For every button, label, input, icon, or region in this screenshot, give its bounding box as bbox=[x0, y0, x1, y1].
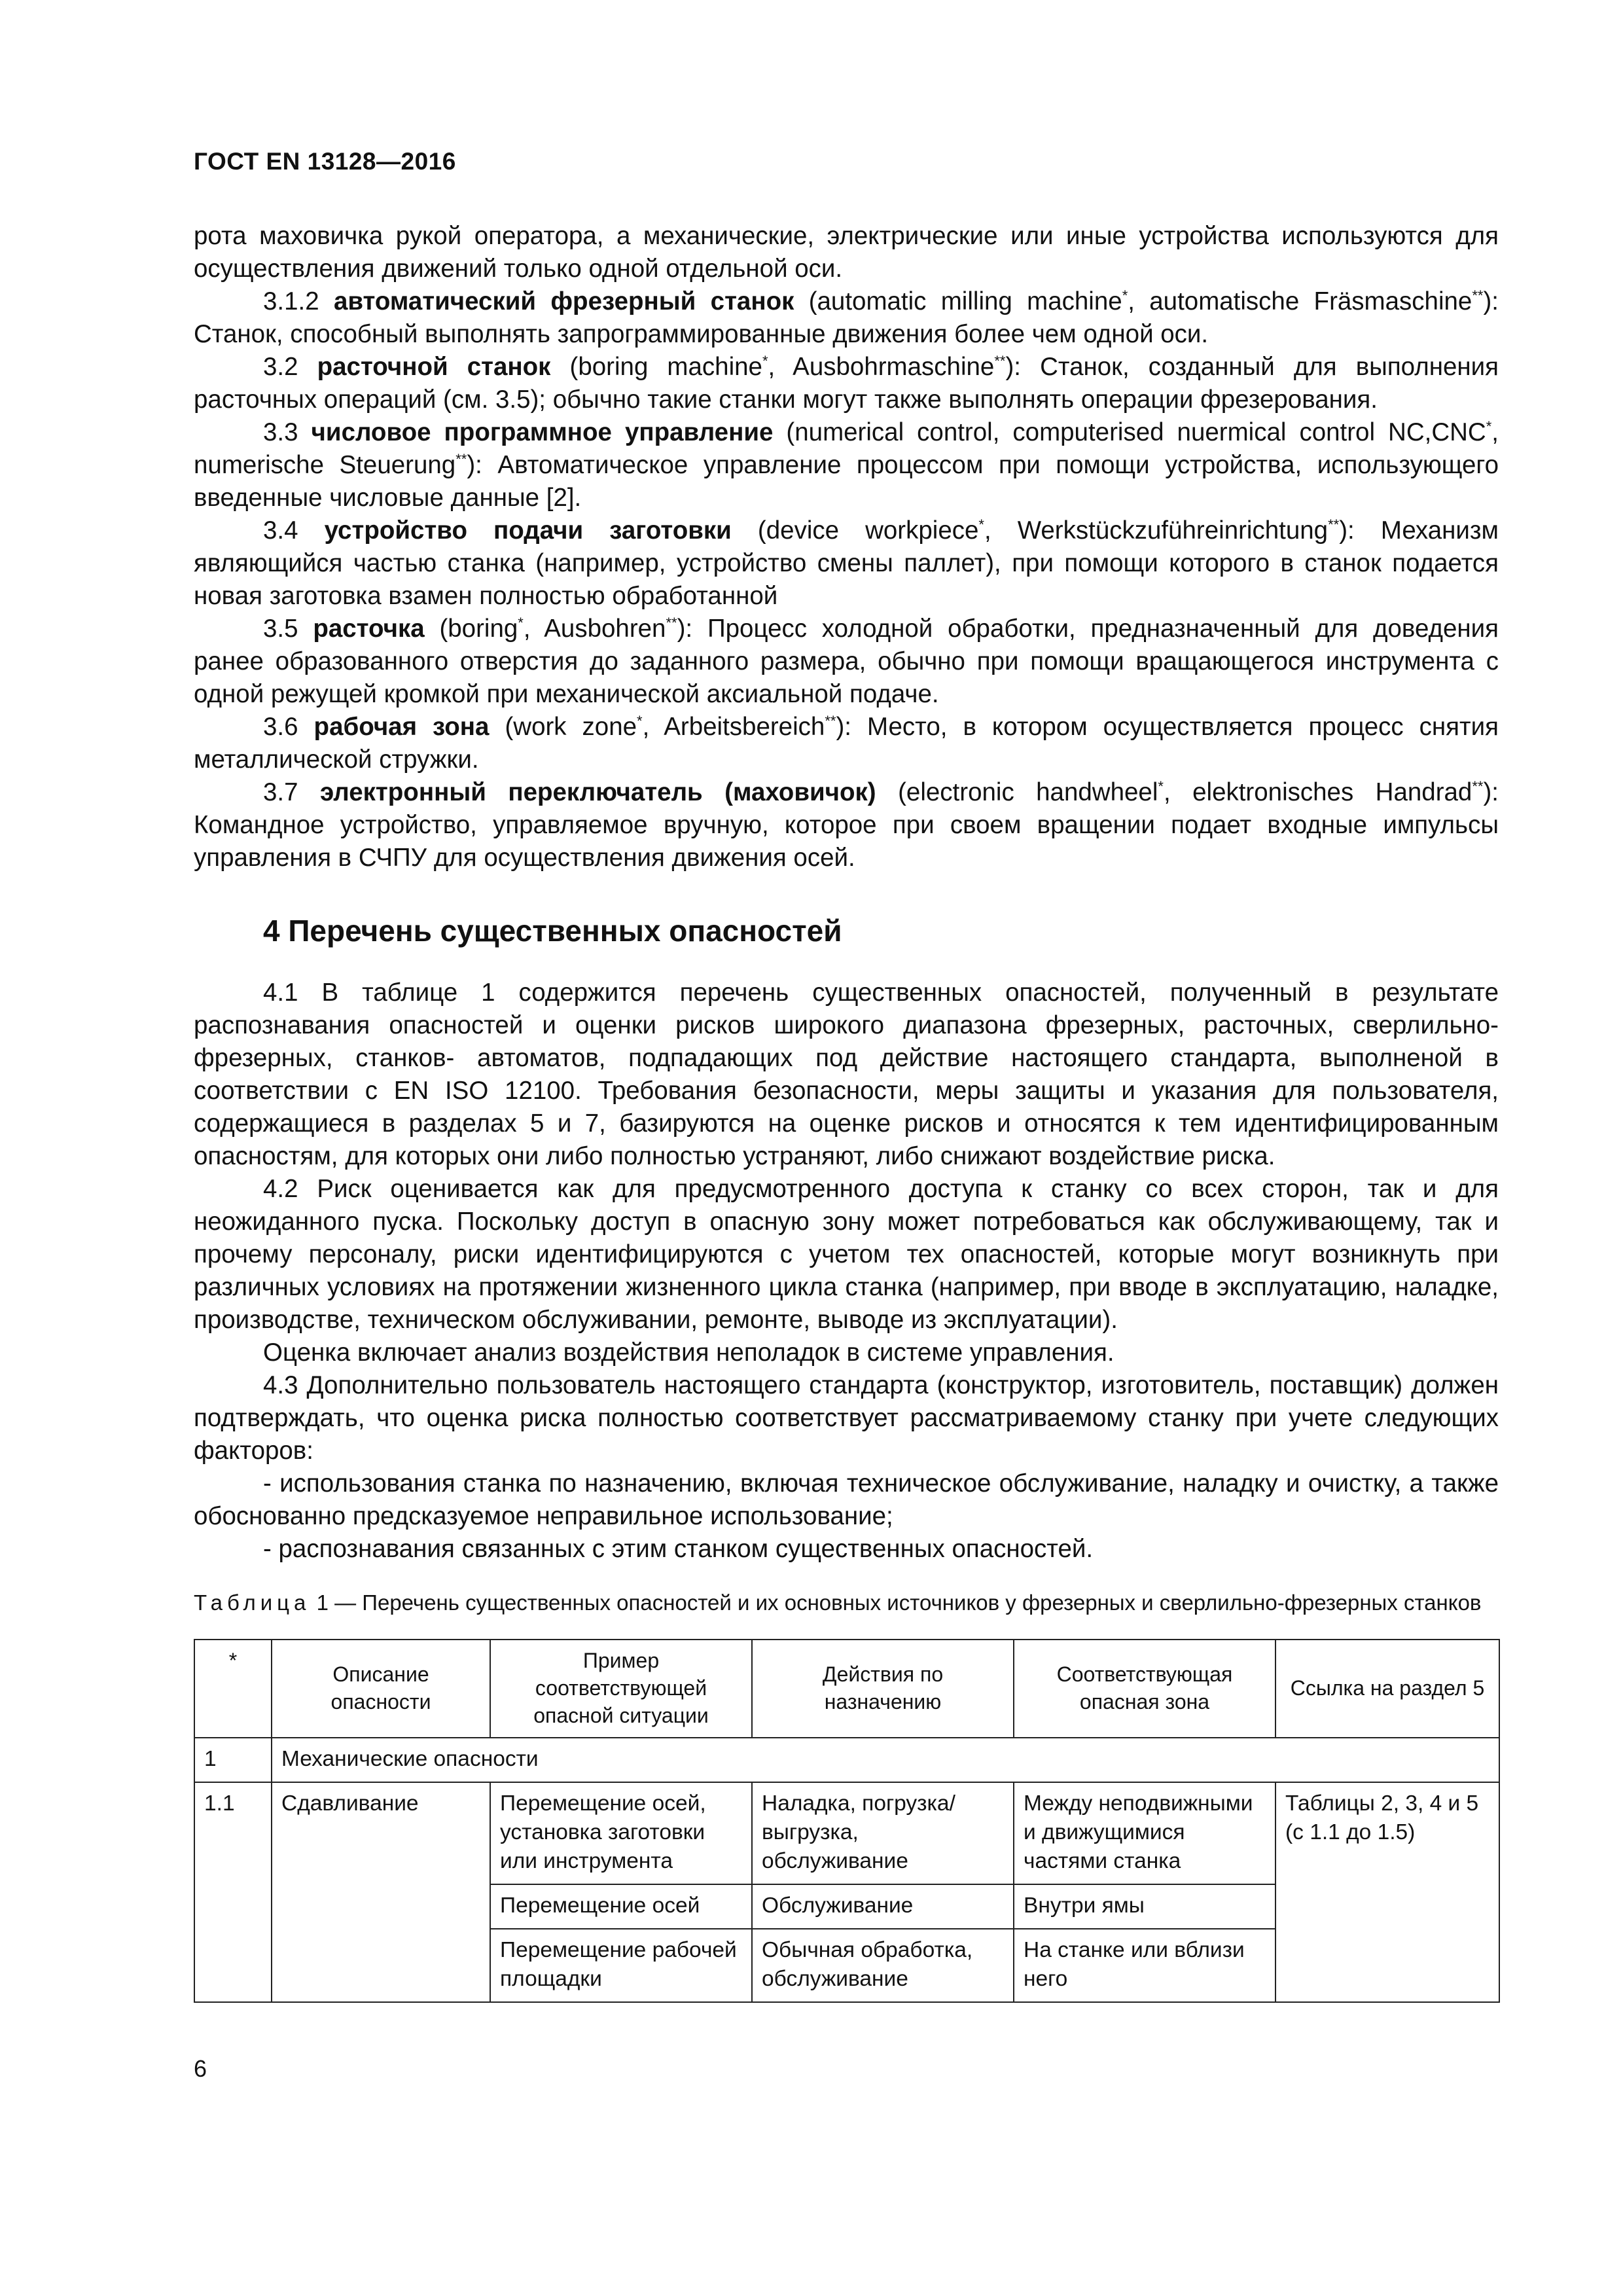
def-text: Станок, способный выполнять запрограммированные движения более чем одной оси. bbox=[194, 320, 1209, 348]
def-text: Командное устройство, управляемое вручную, которое при своем вращении подает входные импульсы управления в СЧПУ для осуществления движения осей. bbox=[194, 811, 1499, 872]
col-header: Описание опасности bbox=[272, 1640, 490, 1738]
col-header: Ссылка на раздел 5 bbox=[1275, 1640, 1499, 1738]
hazard-description: Сдавливание bbox=[272, 1782, 490, 2002]
hazard-zone: Внутри ямы bbox=[1014, 1884, 1275, 1929]
def-number: 3.6 bbox=[263, 713, 298, 741]
col-header: Пример соответствующей опасной ситуации bbox=[490, 1640, 752, 1738]
paragraph-4-2: 4.2 Риск оценивается как для предусмотренного доступа к станку со всех сторон, так и для неожиданного пуска. Поскольку доступ в опасную зону может потребоваться как обслуживающему, так и прочему персоналу, риски идентифицируются с учетом тех опасностей, которые могут возникнуть при различных условиях на протяжении жизненного цикла станка (например, при вводе в эксплуатацию, наладке, производстве, техническом обслуживании, ремонте, выводе из эксплуатации). bbox=[194, 1175, 1499, 1334]
group-label: Механические опасности bbox=[272, 1738, 1499, 1782]
hazards-table bbox=[194, 1639, 1500, 2003]
def-term: автоматический фрезерный станок bbox=[333, 287, 794, 315]
def-text: Процесс холодной обработки, предназначенный для доведения ранее образованного отверстия до заданного размера, обычно при помощи вращающегося инструмента с одной режущей кромкой при механической аксиальной подаче. bbox=[194, 615, 1499, 708]
def-de: Arbeitsbereich bbox=[664, 713, 825, 741]
table-group-row bbox=[194, 1738, 1499, 1782]
definition-3-5: 3.5 расточка (boring*, Ausbohren**): Процесс холодной обработки, предназначенный для доведения ранее образованного отверстия до заданного размера, обычно при помощи вращающегося инструмента с одной режущей кромкой при механической аксиальной подаче. bbox=[194, 615, 1499, 708]
def-term: устройство подачи заготовки bbox=[324, 516, 732, 545]
def-en: automatic milling machine bbox=[817, 287, 1122, 315]
def-en: device workpiece bbox=[766, 516, 979, 545]
def-number: 3.5 bbox=[263, 615, 298, 643]
paragraph-continuation: рота маховичка рукой оператора, а механические, электрические или иные устройства используются для осуществления движений только одной отдельной оси. bbox=[194, 222, 1499, 283]
section-4-title: 4 Перечень существенных опасностей bbox=[263, 914, 842, 948]
paragraph-4-2-note: Оценка включает анализ воздействия неполадок в системе управления. bbox=[263, 1338, 1115, 1367]
def-en: electronic handwheel bbox=[906, 778, 1158, 806]
definition-3-2: 3.2 расточной станок (boring machine*, Ausbohrmaschine**): Станок, созданный для выполнения расточных операций (см. 3.5); обычно такие станки могут также выполнять операции фрезерования. bbox=[194, 353, 1499, 414]
table-row bbox=[194, 1782, 1499, 1884]
def-term: расточка bbox=[313, 615, 425, 643]
paragraph-4-1: 4.1 В таблице 1 содержится перечень существенных опасностей, полученный в результате распознавания опасностей и оценки рисков широкого диапазона фрезерных, расточных, сверлильно-фрезерных, станков- автоматов, подпадающих под действие настоящего стандарта, выполненой в соответствии с EN ISO 12100. Требования безопасности, меры защиты и указания для пользователя, содержащиеся в разделах 5 и 7, базируются на оценке рисков и относятся к тем идентифицированным опасностям, для которых они либо полностью устраняют, либо снижают воздействие риска. bbox=[194, 978, 1499, 1170]
list-item: - использования станка по назначению, включая техническое обслуживание, наладку и очистку, а также обоснованно предсказуемое неправильное использование; bbox=[194, 1469, 1499, 1530]
hazard-zone: Между неподвижными и движущимися частями станка bbox=[1014, 1782, 1275, 1884]
definition-3-1-2: 3.1.2 автоматический фрезерный станок (automatic milling machine*, automatische Fräsmaschine**): Станок, способный выполнять запрограммированные движения более чем одной оси. bbox=[194, 287, 1499, 348]
list-item: - распознавания связанных с этим станком существенных опасностей. bbox=[263, 1535, 1094, 1563]
def-number: 3.1.2 bbox=[263, 287, 319, 315]
table-caption-text: 1 — Перечень существенных опасностей и их основных источников у фрезерных и сверлильно-фрезерных станков bbox=[316, 1590, 1482, 1615]
def-term: рабочая зона bbox=[313, 713, 490, 741]
standard-header: ГОСТ EN 13128—2016 bbox=[194, 148, 456, 175]
def-en: boring bbox=[448, 615, 518, 643]
def-de: Werkstückzuführeinrichtung bbox=[1017, 516, 1329, 545]
definition-3-7: 3.7 электронный переключатель (маховичок) (electronic handwheel*, elektronisches Handrad**): Командное устройство, управляемое вручную, которое при своем вращении подает входные импульсы управления в СЧПУ для осуществления движения осей. bbox=[194, 778, 1499, 872]
def-number: 3.2 bbox=[263, 353, 298, 381]
def-number: 3.4 bbox=[263, 516, 298, 545]
paragraph-4-3: 4.3 Дополнительно пользователь настоящего стандарта (конструктор, изготовитель, поставщик) должен подтверждать, что оценка риска полностью соответствует рассматриваемому станку при учете следующих факторов: bbox=[194, 1371, 1499, 1465]
def-text: Механизм являющийся частью станка (например, устройство смены паллет), при помощи которого в станок подается новая заготовка взамен полностью обработанной bbox=[194, 516, 1499, 610]
def-term: электронный переключатель (маховичок) bbox=[320, 778, 876, 806]
def-de: Ausbohrmaschine bbox=[793, 353, 995, 381]
def-en: boring machine bbox=[578, 353, 762, 381]
intended-action: Обслуживание bbox=[752, 1884, 1014, 1929]
definition-3-4: 3.4 устройство подачи заготовки (device workpiece*, Werkstückzuführeinrichtung**): Механизм являющийся частью станка (например, устройство смены паллет), при помощи которого в станок подается новая заготовка взамен полностью обработанной bbox=[194, 516, 1499, 610]
hazard-example: Перемещение рабочей площадки bbox=[490, 1929, 752, 2002]
def-en: numerical control, computerised nuermical control NC,CNC bbox=[794, 418, 1486, 446]
hazard-example: Перемещение осей, установка заготовки или инструмента bbox=[490, 1782, 752, 1884]
def-de: numerische Steuerung bbox=[194, 451, 456, 479]
col-header: Соответствующая опасная зона bbox=[1014, 1640, 1275, 1738]
page-content bbox=[194, 220, 1499, 2003]
intended-action: Обычная обработка, обслуживание bbox=[752, 1929, 1014, 2002]
def-text: Место, в котором осуществляется процесс снятия металлической стружки. bbox=[194, 713, 1499, 774]
def-text: Автоматическое управление процессом при помощи устройства, использующего введенные числовые данные [2]. bbox=[194, 451, 1499, 512]
def-de: Ausbohren bbox=[544, 615, 666, 643]
def-number: 3.3 bbox=[263, 418, 298, 446]
def-de: elektronisches Handrad bbox=[1192, 778, 1472, 806]
intended-action: Наладка, погрузка/ выгрузка, обслуживание bbox=[752, 1782, 1014, 1884]
page-number: 6 bbox=[194, 2055, 207, 2082]
def-number: 3.7 bbox=[263, 778, 298, 806]
def-en: work zone bbox=[513, 713, 637, 741]
table-caption bbox=[194, 1588, 1499, 1618]
def-term: числовое программное управление bbox=[311, 418, 774, 446]
col-header: * bbox=[194, 1640, 272, 1738]
definition-3-3: 3.3 числовое программное управление (numerical control, computerised nuermical control NC,CNC*, numerische Steuerung**): Автоматическое управление процессом при помощи устройства, использующего введенные числовые данные [2]. bbox=[194, 418, 1499, 512]
row-number: 1.1 bbox=[194, 1782, 272, 2002]
def-text: Станок, созданный для выполнения расточных операций (см. 3.5); обычно такие станки могут также выполнять операции фрезерования. bbox=[194, 353, 1499, 414]
hazard-zone: На станке или вблизи него bbox=[1014, 1929, 1275, 2002]
group-number: 1 bbox=[194, 1738, 272, 1782]
section-reference: Таблицы 2, 3, 4 и 5 (с 1.1 до 1.5) bbox=[1275, 1782, 1499, 2002]
definition-3-6: 3.6 рабочая зона (work zone*, Arbeitsbereich**): Место, в котором осуществляется процесс снятия металлической стружки. bbox=[194, 713, 1499, 774]
col-header: Действия по назначению bbox=[752, 1640, 1014, 1738]
def-term: расточной станок bbox=[317, 353, 551, 381]
table-caption-label: Таблица bbox=[194, 1590, 311, 1615]
hazard-example: Перемещение осей bbox=[490, 1884, 752, 1929]
table-header-row bbox=[194, 1640, 1499, 1738]
def-de: automatische Fräsmaschine bbox=[1149, 287, 1472, 315]
